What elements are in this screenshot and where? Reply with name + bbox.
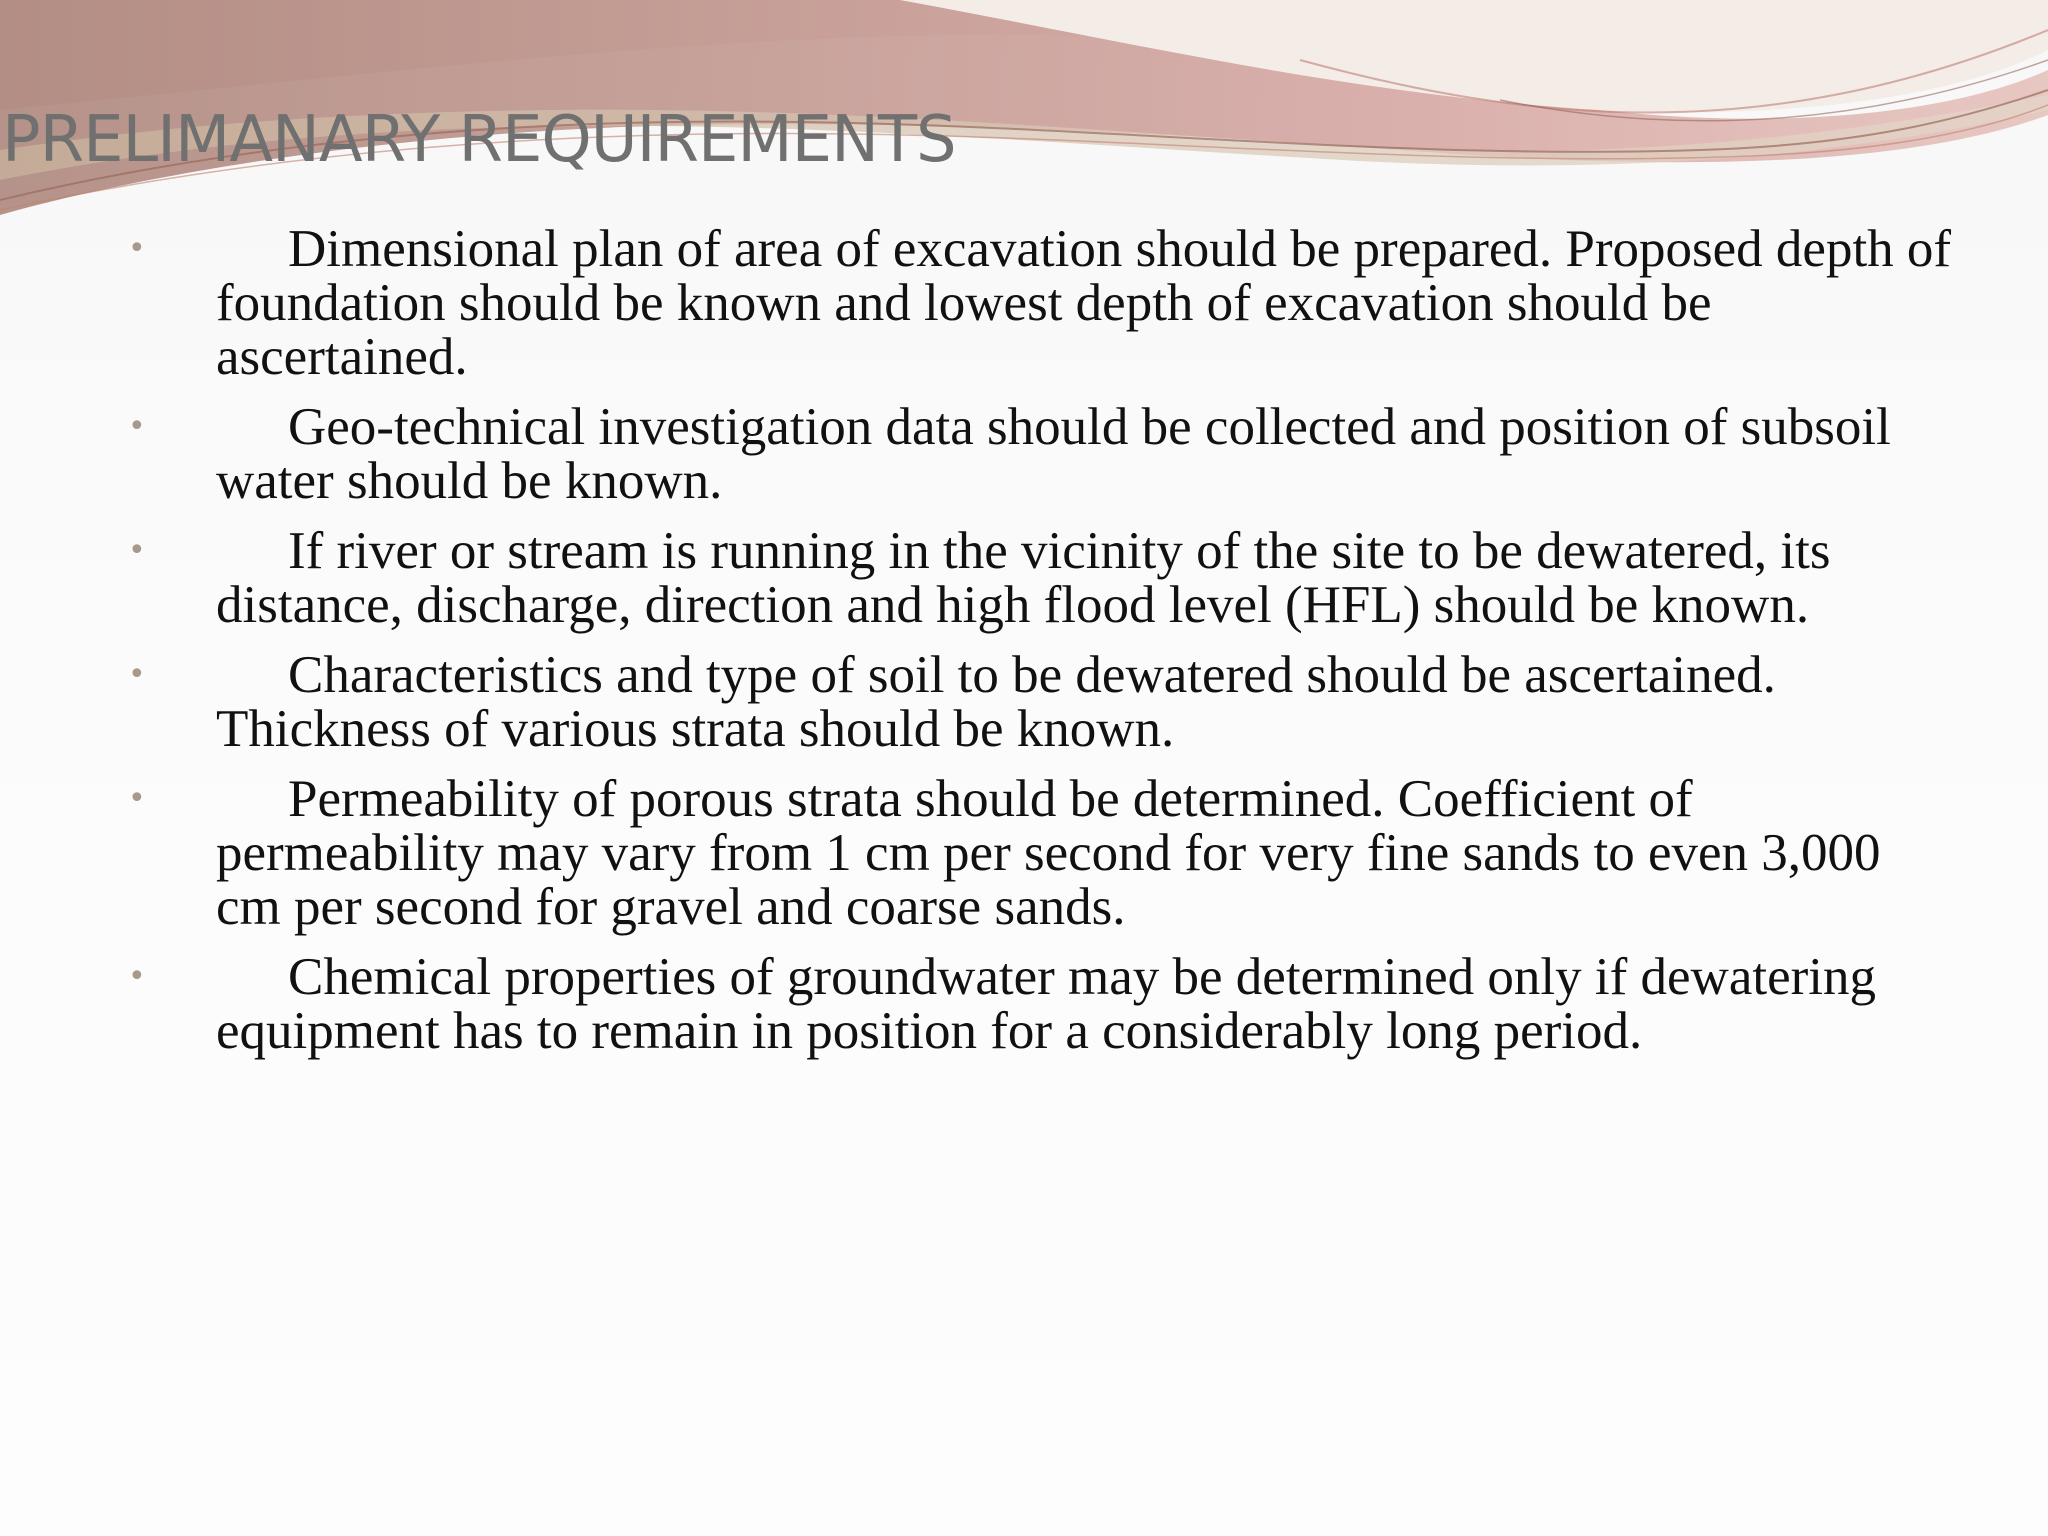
bullet-marker: • (128, 533, 146, 568)
bullet-text: If river or stream is running in the vicinity of the site to be dewatered, its distance, discharge, direction and high flood level (HFL) should be known. (216, 522, 1831, 634)
bullet-text: Dimensional plan of area of excavation should be prepared. Proposed depth of foundation should be known and lowest depth of excavation should be ascertained. (216, 220, 1952, 386)
bullet-text: Geo-technical investigation data should be collected and position of subsoil water should be known. (216, 398, 1891, 510)
bullet-item (0, 222, 1956, 384)
bullet-marker: • (128, 959, 146, 994)
bullet-list (0, 222, 2048, 1074)
bullet-item (0, 950, 1956, 1058)
bullet-marker: • (128, 231, 146, 266)
slide-title: PRELIMANARY REQUIREMENTS (2, 103, 956, 177)
bullet-marker: • (128, 409, 146, 444)
bullet-text: Characteristics and type of soil to be dewatered should be ascertained. Thickness of various strata should be known. (216, 646, 1776, 758)
bullet-marker: • (128, 781, 146, 816)
bullet-item (0, 400, 1956, 508)
bullet-item (0, 648, 1956, 756)
bullet-text: Chemical properties of groundwater may be determined only if dewatering equipment has to remain in position for a considerably long period. (216, 948, 1876, 1060)
bullet-text: Permeability of porous strata should be determined. Coefficient of permeability may vary from 1 cm per second for very fine sands to even 3,000 cm per second for gravel and coarse sands. (216, 770, 1881, 936)
bullet-item (0, 524, 1956, 632)
bullet-marker: • (128, 657, 146, 692)
bullet-item (0, 772, 1956, 934)
